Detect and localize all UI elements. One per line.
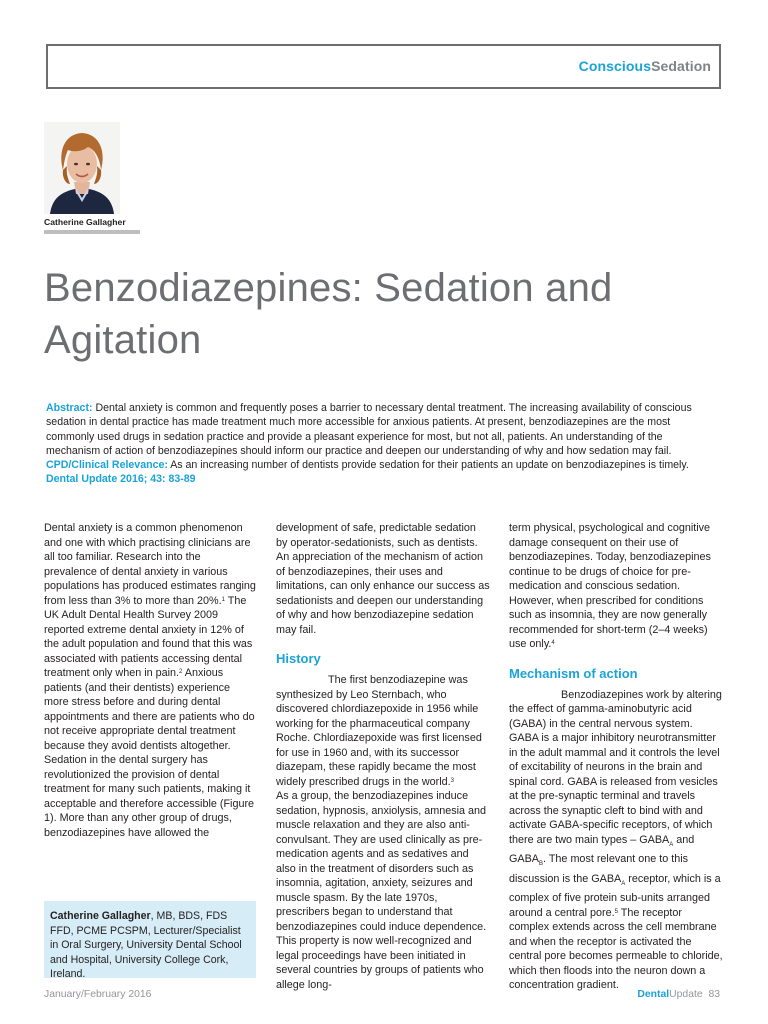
text-run: term physical, psychological and cognitive damage consequent on their use of benzodiazepines. Today, benzodiazepines continue to be drugs of choice for pre-medication and conscious sedation. However, when prescribed for conditions such as insomnia, they are now generally recommended for short-term (2–4 weeks) use only.	[509, 522, 711, 650]
article-title: Benzodiazepines: Sedation and Agitation	[44, 266, 613, 362]
text-run: receptor, which is a complex of five protein sub-units arranged around a central pore.	[509, 872, 721, 919]
text-run: The first benzodiazepine was synthesized by Leo Sternbach, who discovered chlordiazepoxide in 1956 while working for the pharmaceutical company Roche. Chlordiazepoxide was first licensed for use in 1960 and, with its successor diazepam, these rapidly became the most widely prescribed drugs in the world.	[276, 674, 482, 788]
body-column-1	[44, 521, 256, 840]
reference-superscript: 1	[221, 596, 225, 603]
author-bio-box	[44, 901, 256, 978]
subscript: A	[669, 841, 674, 848]
subscript: B	[539, 861, 544, 868]
text-run: The receptor complex extends across the cell membrane and when the receptor is activated the central pore becomes permeable to chloride, which then floods into the neuron down a concentration gradient.	[509, 906, 723, 992]
body-column-2	[276, 521, 490, 992]
paragraph	[276, 673, 490, 789]
text-run: and GABA	[509, 833, 695, 866]
footer-journal-a: Dental	[637, 989, 670, 1000]
author-caption-rule	[44, 230, 140, 234]
section-tag-primary: Conscious	[578, 58, 652, 74]
reference-superscript: 4	[551, 640, 555, 646]
text-run: Benzodiazepines work by altering the effect of gamma-aminobutyric acid (GABA) in the central nervous system. GABA is a major inhibitory neurotransmitter in the adult mammal and it controls the level of excitability of neurons in the brain and spinal cord. GABA is released from vesicles at the pre-synaptic terminal and travels across the synaptic cleft to bind with and activate GABA-specific receptors, of which there are two main types – GABA	[509, 688, 722, 846]
paragraph: development of safe, predictable sedation by operator-sedationists, such as dentists. An appreciation of the mechanism of action of benzodiazepines, their uses and limitations, can only enhance our success as sedationists and deepen our understanding of why and how benzodiazepine sedation may fail.	[276, 522, 490, 636]
abstract-label: Abstract:	[46, 402, 93, 414]
bio-name: Catherine Gallagher	[50, 910, 151, 922]
text-run: Dental anxiety is a common phenomenon and one with which practising clinicians are all too familiar. Research into the prevalence of dental anxiety in various populations has produced estimates ranging from less than 3% to more than 20%.	[44, 522, 256, 607]
body-column-3	[509, 521, 723, 993]
abstract-block	[46, 401, 718, 487]
paragraph	[509, 521, 723, 652]
reference-superscript: 2	[179, 669, 183, 675]
footer-journal	[637, 989, 720, 1000]
page-number: 83	[708, 989, 720, 1000]
subscript: A	[621, 880, 626, 887]
cpd-label: CPD/Clinical Relevance:	[46, 459, 168, 472]
citation: Dental Update 2016; 43: 83-89	[46, 473, 196, 486]
footer-date: January/February 2016	[44, 989, 152, 1000]
author-portrait-image	[44, 122, 120, 214]
text-run: . The most relevant one to this discussion is the GABA	[509, 853, 689, 885]
section-header-box	[46, 44, 721, 89]
author-photo	[44, 122, 120, 214]
footer-journal-b: Update	[669, 989, 703, 1000]
text-run: Anxious patients (and their dentists) experience more stress before and during dental appointments and there are patients who do not receive appropriate dental treatment because they avoid dentists altogether. Sedation in the dental surgery has revolutionized the provision of dental treatment for many such patients, making it acceptable and therefore accessible (Figure 1). More than any other group of drugs, benzodiazepines have allowed the	[44, 667, 255, 839]
author-name-caption: Catherine Gallagher	[44, 217, 126, 227]
section-tag-secondary: Sedation	[651, 58, 711, 74]
section-tag	[579, 58, 711, 74]
reference-superscript: 5	[614, 908, 618, 915]
history-heading: History	[276, 651, 321, 666]
cpd-text: As an increasing number of dentists provide sedation for their patients an update on benzodiazepines is timely.	[167, 459, 689, 472]
bio-text: , MB, BDS, FDS FFD, PCME PCSPM, Lecturer/Specialist in Oral Surgery, University Dental School and Hospital, University College Cork, Ireland.	[50, 910, 242, 980]
mechanism-heading: Mechanism of action	[509, 665, 638, 681]
paragraph	[44, 521, 256, 840]
paragraph	[509, 688, 723, 993]
paragraph: As a group, the benzodiazepines induce sedation, hypnosis, anxiolysis, amnesia and muscle relaxation and they are also anti-convulsant. They are used clinically as pre-medication agents and as sedatives and also in the treatment of disorders such as insomnia, agitation, anxiety, seizures and muscle spasm. By the late 1970s, prescribers began to understand that benzodiazepines could induce dependence. This property is now well-recognized and legal proceedings have been initiated in several countries by groups of patients who allege long-	[276, 790, 487, 991]
text-run: The UK Adult Dental Health Survey 2009 reported extreme dental anxiety in 12% of the adult population and found that this was associated with patients accessing dental treatment only when in pain.	[44, 594, 253, 679]
reference-superscript: 3	[450, 777, 454, 784]
abstract-text: Dental anxiety is common and frequently poses a barrier to necessary dental treatment. The increasing availability of conscious sedation in dental practice has made treatment much more accessible for anxious patients. At present, benzodiazepines are the most commonly used drugs in sedation practice and provide a pleasant experience for most, but not all, patients. An understanding of the mechanism of action of benzodiazepines should inform our practice and deepen our understanding of why and how sedation may fail.	[46, 402, 692, 457]
